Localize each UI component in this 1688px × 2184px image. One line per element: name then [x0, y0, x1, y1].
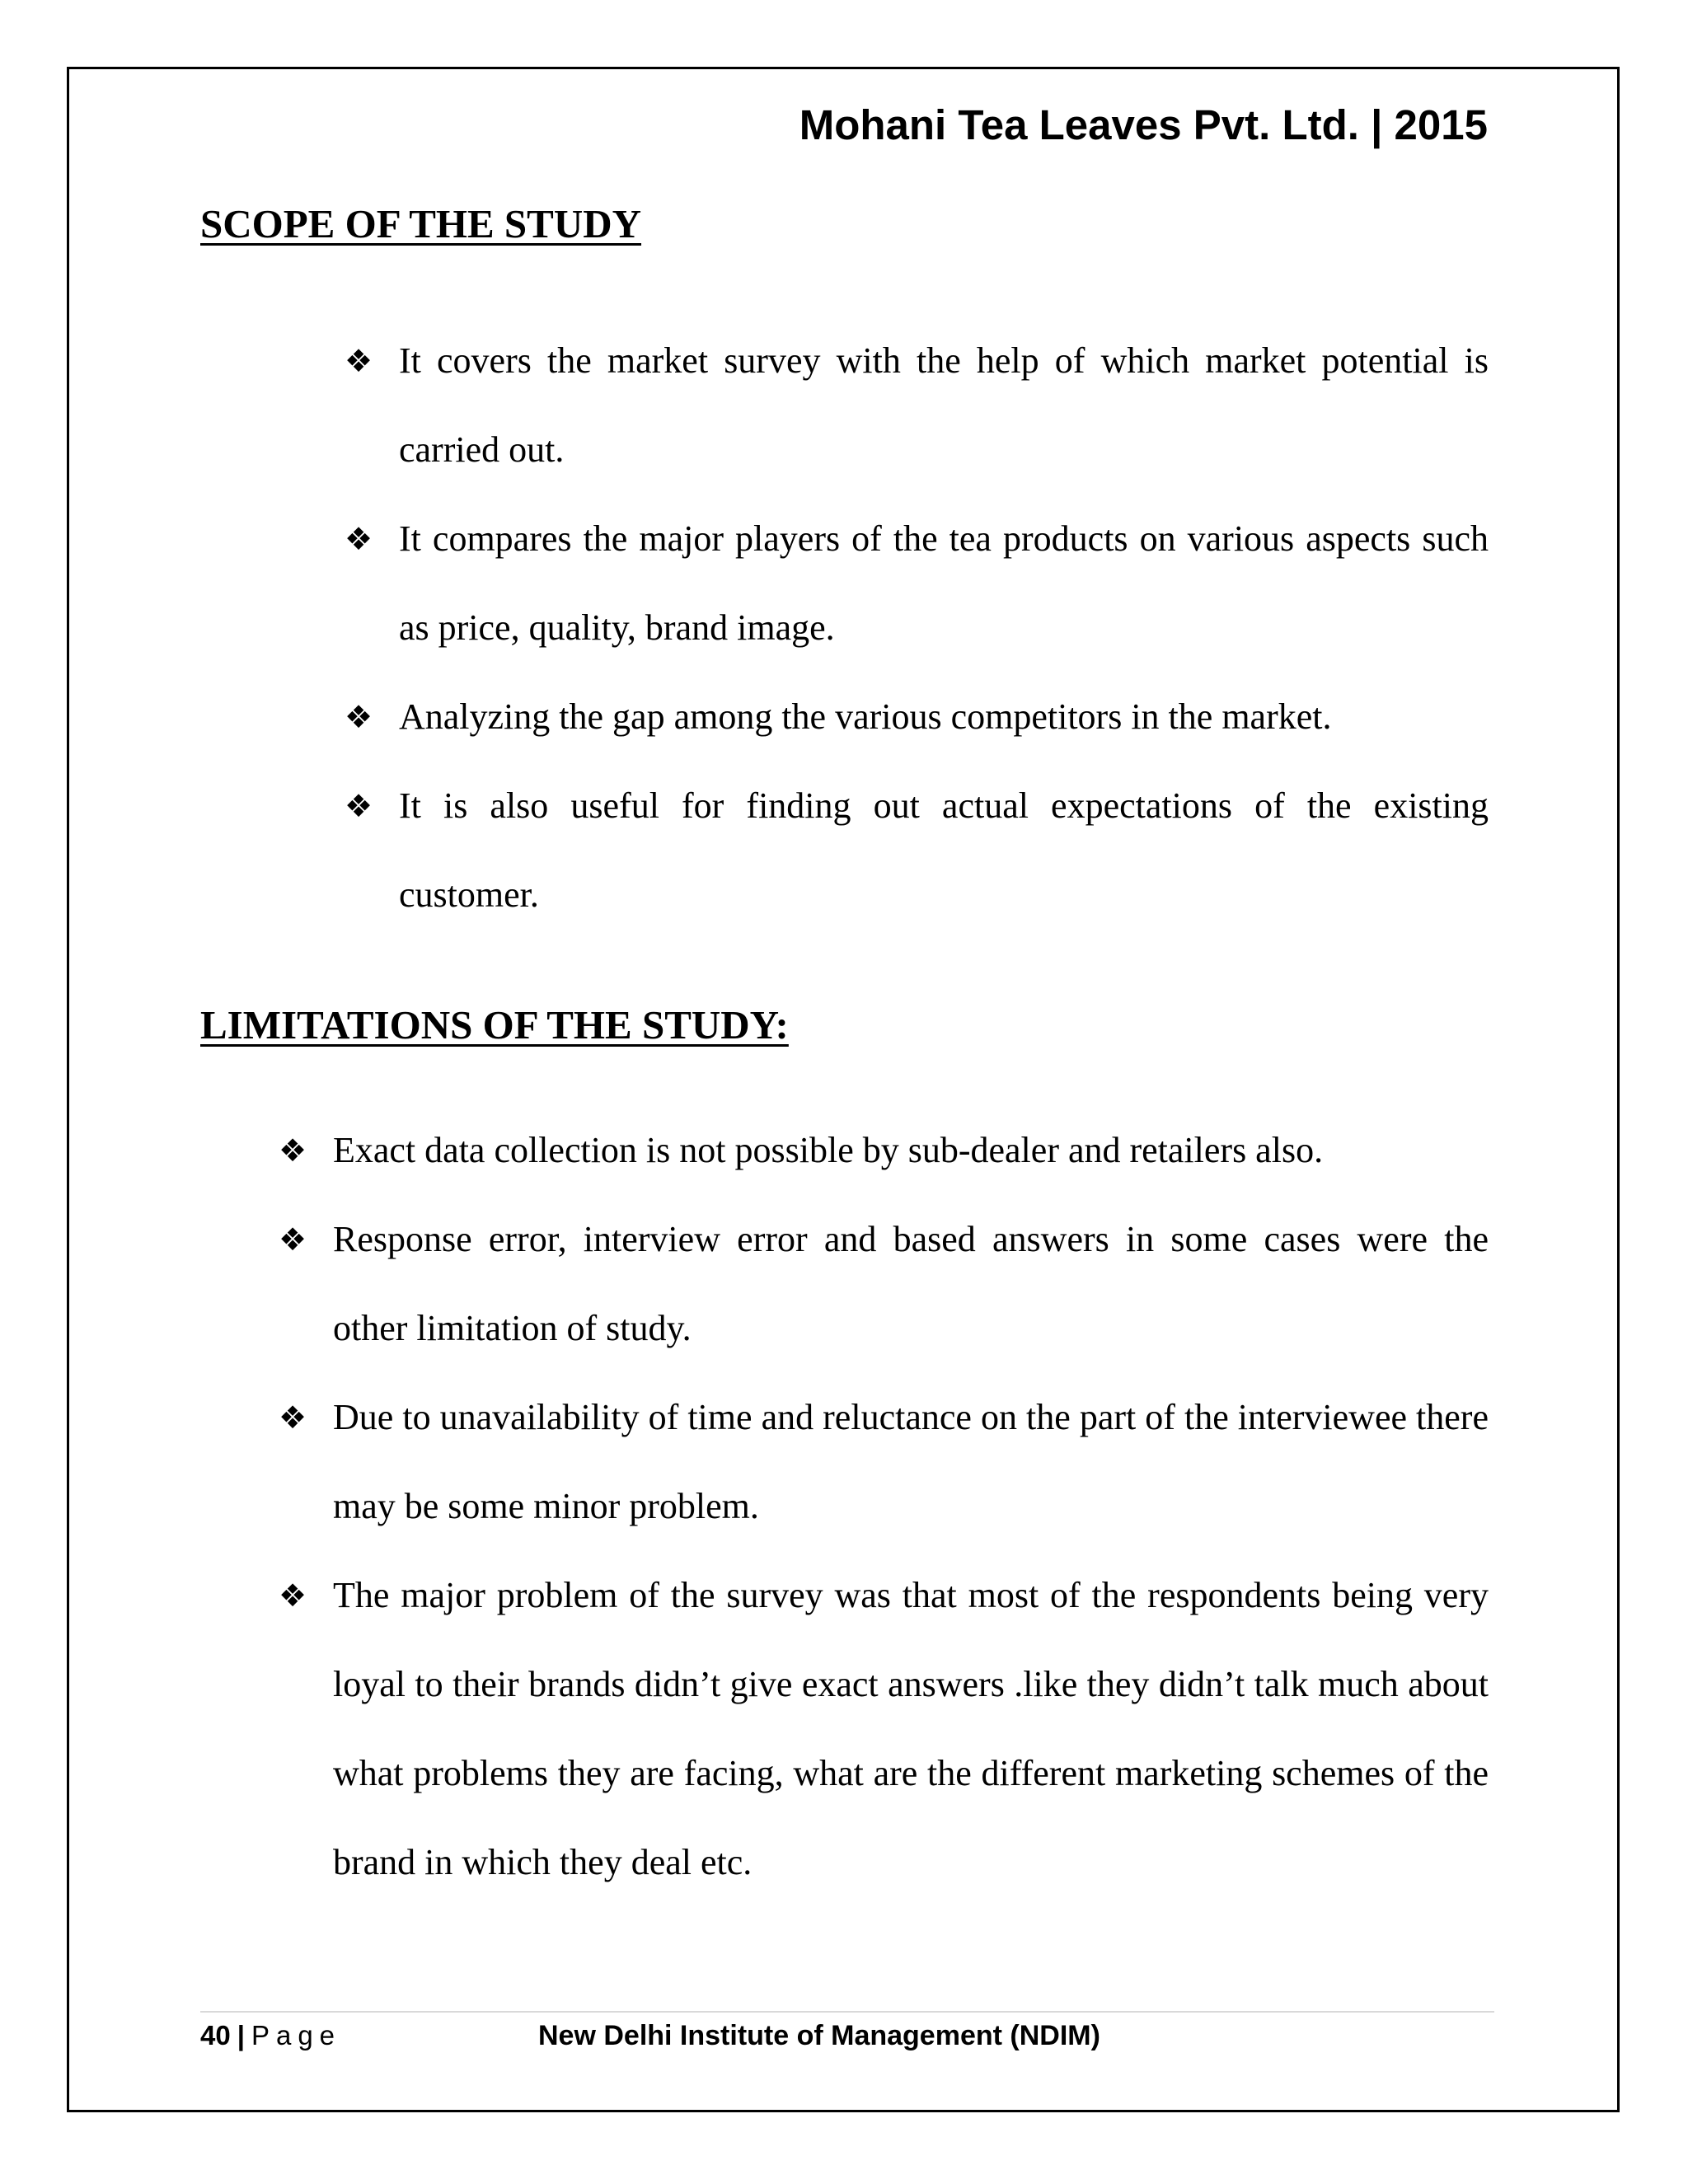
- diamond-bullet-icon: ❖: [279, 1132, 307, 1169]
- list-item-text: Due to unavailability of time and reluctance on the part of the interviewee there may be some minor problem.: [333, 1397, 1489, 1526]
- list-item-text: Analyzing the gap among the various competitors in the market.: [399, 696, 1332, 737]
- list-item: [345, 494, 1489, 673]
- diamond-bullet-icon: ❖: [279, 1221, 307, 1258]
- diamond-bullet-icon: ❖: [345, 699, 373, 735]
- list-item-text: Response error, interview error and based answers in some cases were the other limitation of study.: [333, 1219, 1489, 1348]
- limitations-heading: LIMITATIONS OF THE STUDY:: [200, 1002, 789, 1047]
- diamond-bullet-icon: ❖: [345, 521, 373, 557]
- list-item: [345, 316, 1489, 494]
- page-number: 40: [200, 2020, 231, 2050]
- list-item: [279, 1195, 1489, 1373]
- list-item-text: It compares the major players of the tea products on various aspects such as price, quality, brand image.: [399, 518, 1489, 648]
- list-item: [345, 673, 1489, 762]
- footer-separator: |: [237, 2020, 245, 2050]
- list-item: [279, 1373, 1489, 1551]
- page-word: Page: [251, 2020, 342, 2050]
- list-item-text: The major problem of the survey was that most of the respondents being very loyal to their brands didn’t give exact answers .like they didn’t talk much about what problems they are facing, what are the different marketing schemes of the brand in which they deal etc.: [333, 1575, 1489, 1882]
- scope-list: [345, 316, 1489, 940]
- diamond-bullet-icon: ❖: [279, 1399, 307, 1436]
- scope-heading: SCOPE OF THE STUDY: [200, 201, 642, 246]
- footer-divider: [200, 2011, 1494, 2013]
- diamond-bullet-icon: ❖: [345, 788, 373, 824]
- header-title: Mohani Tea Leaves Pvt. Ltd. | 2015: [799, 101, 1488, 148]
- list-item: [279, 1106, 1489, 1195]
- footer-page-number: [200, 2016, 341, 2055]
- diamond-bullet-icon: ❖: [345, 343, 373, 379]
- list-item: [279, 1551, 1489, 1907]
- list-item-text: Exact data collection is not possible by sub-dealer and retailers also.: [333, 1130, 1324, 1170]
- list-item-text: It covers the market survey with the help of which market potential is carried out.: [399, 340, 1489, 470]
- footer-institute: New Delhi Institute of Management (NDIM): [538, 2020, 1100, 2051]
- list-item: [345, 762, 1489, 940]
- list-item-text: It is also useful for finding out actual expectations of the existing customer.: [399, 785, 1489, 915]
- limitations-list: [279, 1106, 1489, 1907]
- diamond-bullet-icon: ❖: [279, 1577, 307, 1614]
